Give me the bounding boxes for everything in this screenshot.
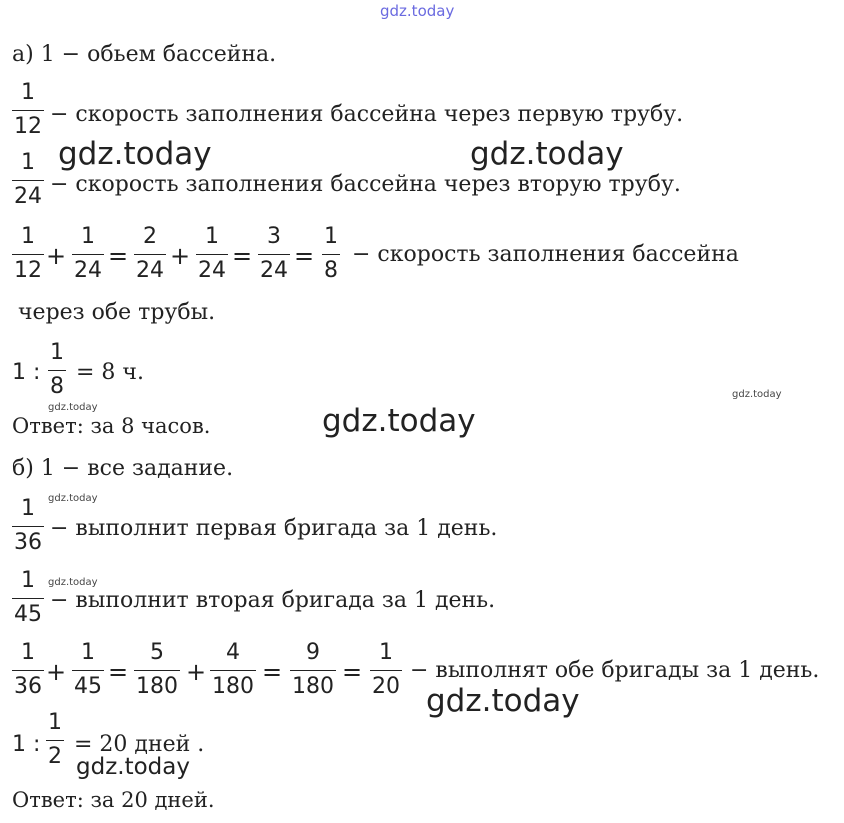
part-a-answer: Ответ: за 8 часов. xyxy=(12,414,211,438)
fraction-b2: 1 45 xyxy=(14,568,42,627)
plus-sign: + xyxy=(46,658,67,686)
plus-sign: + xyxy=(186,658,207,686)
part-a-intro: а) 1 − обьем бассейна. xyxy=(12,42,277,67)
fraction-b-sum-4: 4 180 xyxy=(212,640,254,699)
part-b-brigade1-text: − выполнит первая бригада за 1 день. xyxy=(50,516,498,541)
equals-sign: = xyxy=(342,658,363,686)
fraction-b-sum-5: 9 180 xyxy=(292,640,334,699)
fraction-b-div: 1 2 xyxy=(48,710,62,769)
fraction-b-sum-1: 1 36 xyxy=(14,640,42,699)
watermark: gdz.today xyxy=(322,403,476,439)
fraction-a-sum-2: 1 24 xyxy=(74,224,102,283)
part-a-sum-text-cont: через обе трубы. xyxy=(18,300,216,325)
watermark: gdz.today xyxy=(48,493,98,504)
part-a-div-prefix: 1 : xyxy=(12,360,41,385)
part-a-pipe1-text: − скорость заполнения бассейна через первую трубу. xyxy=(50,102,684,127)
fraction-a-sum-6: 1 8 xyxy=(324,224,338,283)
part-b-sum-text: − выполнят обе бригады за 1 день. xyxy=(410,658,820,683)
part-a-pipe2-text: − скорость заполнения бассейна через вторую трубу. xyxy=(50,172,681,197)
fraction-b1: 1 36 xyxy=(14,496,42,555)
watermark: gdz.today xyxy=(76,754,190,780)
part-b-brigade2-text: − выполнит вторая бригада за 1 день. xyxy=(50,588,496,613)
part-b-div-prefix: 1 : xyxy=(12,732,41,757)
fraction-b-sum-3: 5 180 xyxy=(136,640,178,699)
plus-sign: + xyxy=(170,242,191,270)
fraction-a-sum-3: 2 24 xyxy=(136,224,164,283)
watermark: gdz.today xyxy=(470,136,624,172)
equals-sign: = xyxy=(232,242,253,270)
plus-sign: + xyxy=(46,242,67,270)
part-b-intro: б) 1 − все задание. xyxy=(12,456,234,481)
fraction-a2: 1 24 xyxy=(14,150,42,209)
watermark: gdz.today xyxy=(48,402,98,413)
fraction-a-sum-5: 3 24 xyxy=(260,224,288,283)
equals-sign: = xyxy=(294,242,315,270)
equals-sign: = xyxy=(108,658,129,686)
fraction-b-sum-2: 1 45 xyxy=(74,640,102,699)
part-b-div-result: = 20 дней . xyxy=(74,732,205,757)
watermark-top: gdz.today xyxy=(380,2,455,20)
watermark: gdz.today xyxy=(732,389,782,400)
part-a-div-result: = 8 ч. xyxy=(76,360,144,385)
watermark: gdz.today xyxy=(426,683,580,719)
fraction-a1: 1 12 xyxy=(14,80,42,139)
part-a-sum-text: − скорость заполнения бассейна xyxy=(352,242,739,267)
fraction-a-sum-4: 1 24 xyxy=(198,224,226,283)
fraction-b-sum-6: 1 20 xyxy=(372,640,400,699)
fraction-a-div: 1 8 xyxy=(50,340,64,399)
fraction-a-sum-1: 1 12 xyxy=(14,224,42,283)
watermark: gdz.today xyxy=(48,577,98,588)
watermark: gdz.today xyxy=(58,136,212,172)
equals-sign: = xyxy=(262,658,283,686)
equals-sign: = xyxy=(108,242,129,270)
part-b-answer: Ответ: за 20 дней. xyxy=(12,788,215,812)
